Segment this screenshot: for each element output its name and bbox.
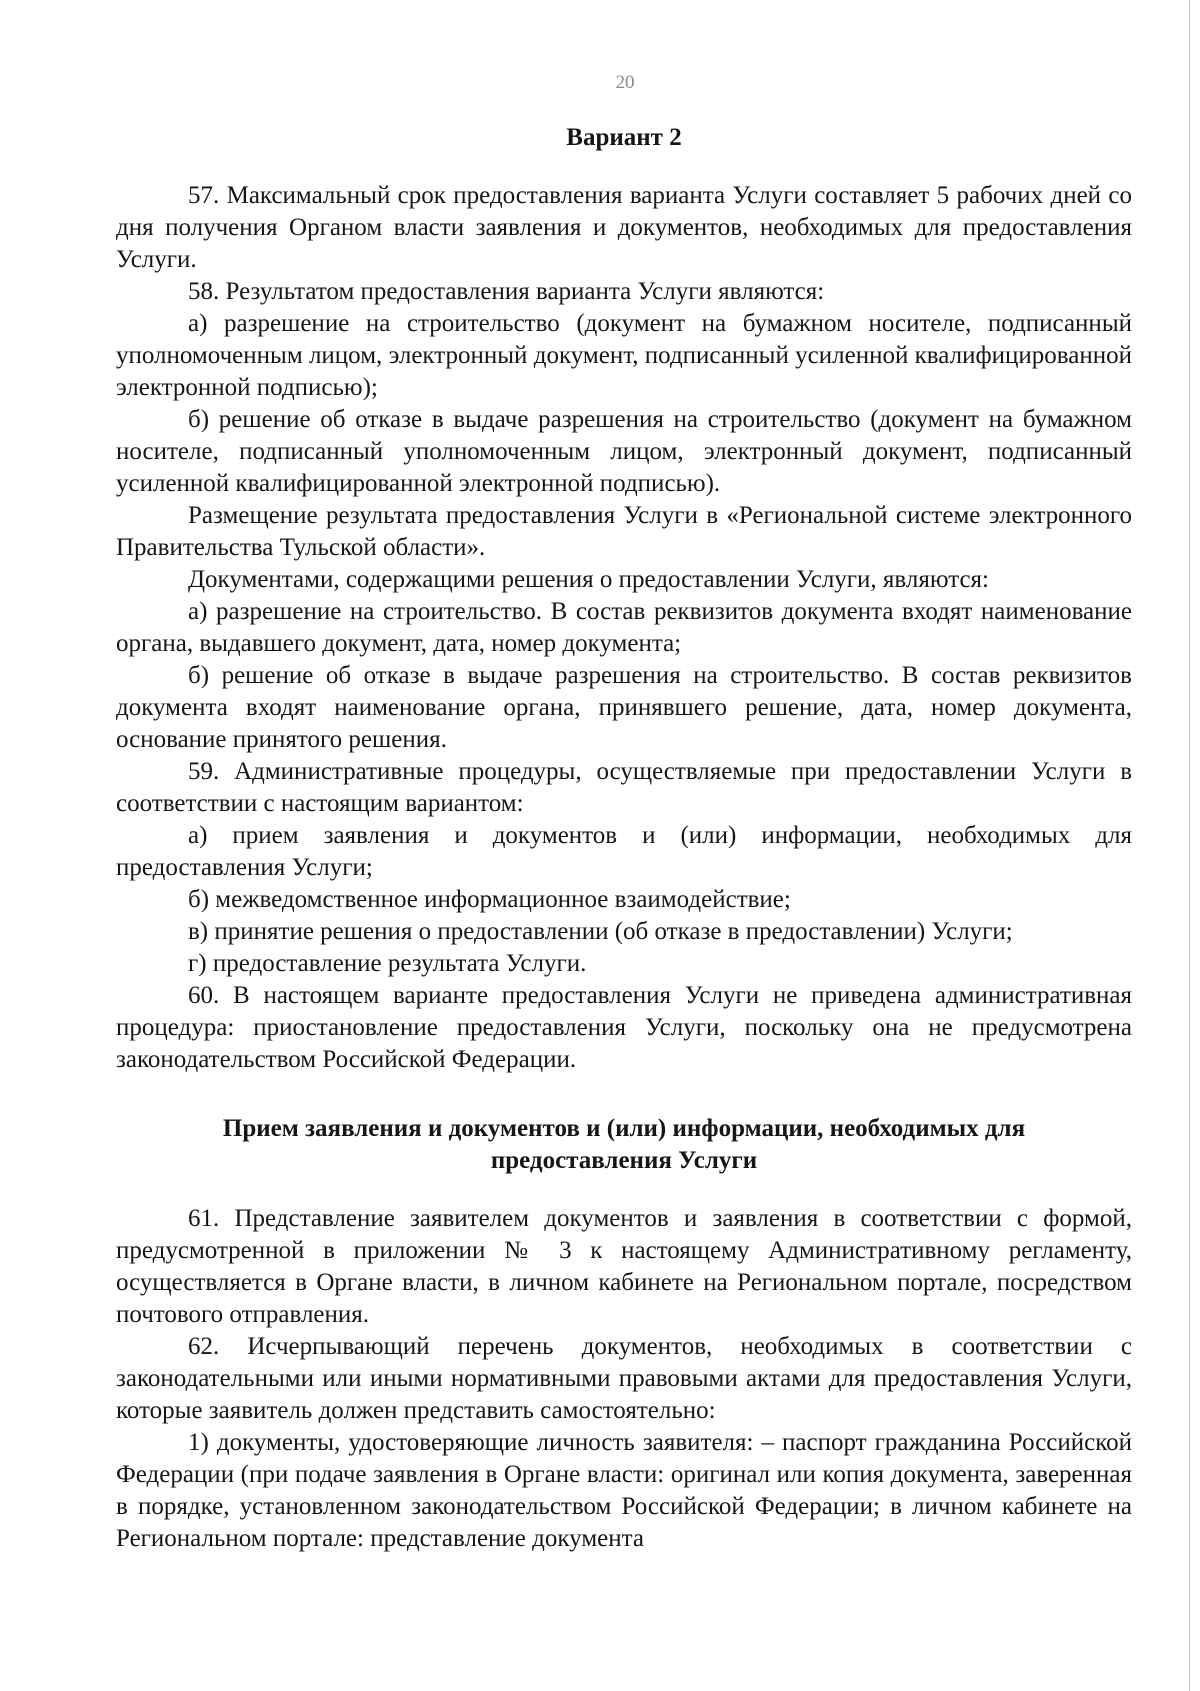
section-heading xyxy=(116,1113,1132,1177)
page-edge-line xyxy=(1189,0,1190,1691)
paragraph: б) межведомственное информационное взаимодействие; xyxy=(188,886,791,913)
paragraph: б) решение об отказе в выдаче разрешения на строительство (документ на бумажном носителе, подписанный уполномоченным лицом, электронный документ, подписанный усиленной квалифицированной электронной подписью). xyxy=(116,406,1132,497)
paragraph: а) разрешение на строительство. В состав реквизитов документа входят наименование органа, выдавшего документ, дата, номер документа; xyxy=(116,598,1132,657)
paragraph: 59. Административные процедуры, осуществляемые при предоставлении Услуги в соответствии с настоящим вариантом: xyxy=(116,758,1132,817)
paragraph: 57. Максимальный срок предоставления варианта Услуги составляет 5 рабочих дней со дня получения Органом власти заявления и документов, необходимых для предоставления Услуги. xyxy=(116,182,1132,273)
paragraph: 61. Представление заявителем документов и заявления в соответствии с формой, предусмотренной в приложении № 3 к настоящему Административному регламенту, осуществляется в Органе власти, в личном кабинете на Региональном портале, посредством почтового отправления. xyxy=(116,1205,1132,1328)
section-heading-line: Прием заявления и документов и (или) информации, необходимых для xyxy=(222,1115,1026,1142)
paragraph: б) решение об отказе в выдаче разрешения на строительство. В состав реквизитов документа входят наименование органа, принявшего решение, дата, номер документа, основание принятого решения. xyxy=(116,662,1132,753)
paragraph: 58. Результатом предоставления варианта Услуги являются: xyxy=(188,278,825,305)
variant-heading: Вариант 2 xyxy=(566,124,682,151)
paragraph: г) предоставление результата Услуги. xyxy=(188,950,587,977)
paragraph: 62. Исчерпывающий перечень документов, необходимых в соответствии с законодательными или иными нормативными правовыми актами для предоставления Услуги, которые заявитель должен представить самостоятельно: xyxy=(116,1333,1132,1424)
page-number: 20 xyxy=(615,72,635,93)
paragraph: 60. В настоящем варианте предоставления Услуги не приведена административная процедура: приостановление предоставления Услуги, поскольку она не предусмотрена законодательством Российской Федерации. xyxy=(116,982,1132,1073)
paragraph: а) разрешение на строительство (документ на бумажном носителе, подписанный уполномоченным лицом, электронный документ, подписанный усиленной квалифицированной электронной подписью); xyxy=(116,310,1132,401)
section-heading-line: предоставления Услуги xyxy=(490,1147,758,1174)
paragraph: в) принятие решения о предоставлении (об отказе в предоставлении) Услуги; xyxy=(188,918,1013,945)
document-body xyxy=(116,122,1132,1555)
paragraph: а) прием заявления и документов и (или) информации, необходимых для предоставления Услуги; xyxy=(116,822,1132,881)
paragraph: Документами, содержащими решения о предоставлении Услуги, являются: xyxy=(188,566,989,593)
paragraph: 1) документы, удостоверяющие личность заявителя: – паспорт гражданина Российской Федерации (при подаче заявления в Органе власти: оригинал или копия документа, заверенная в порядке, установленном законодательством Российской Федерации; в личном кабинете на Региональном портале: представление документа xyxy=(116,1429,1132,1552)
paragraph: Размещение результата предоставления Услуги в «Региональной системе электронного Правительства Тульской области». xyxy=(116,502,1132,561)
